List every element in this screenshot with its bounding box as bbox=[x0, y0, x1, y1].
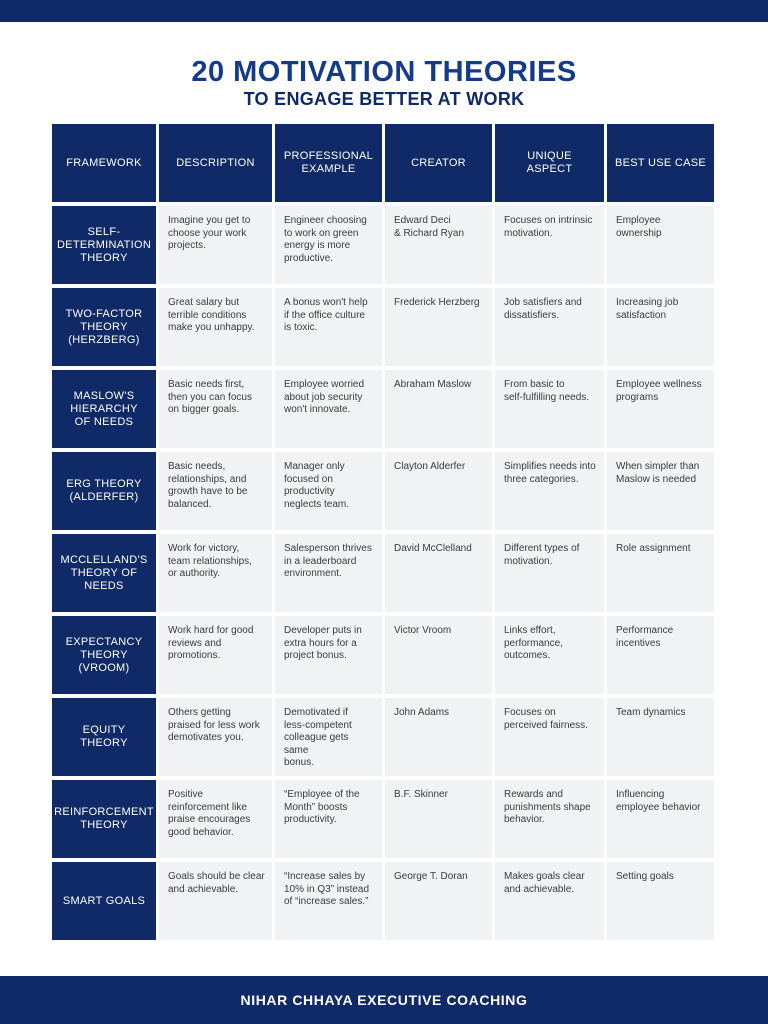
unique-aspect-cell: Links effort, performance, outcomes. bbox=[495, 616, 604, 694]
example-cell: Demotivated if less-competent colleague gets same bonus. bbox=[275, 698, 382, 776]
framework-name-cell: ERG THEORY (ALDERFER) bbox=[52, 452, 156, 530]
unique-aspect-cell: Simplifies needs into three categories. bbox=[495, 452, 604, 530]
description-cell: Positive reinforcement like praise encourages good behavior. bbox=[159, 780, 272, 858]
best-use-case-cell: Employee ownership bbox=[607, 206, 714, 284]
best-use-case-cell: When simpler than Maslow is needed bbox=[607, 452, 714, 530]
header-best-use-case: BEST USE CASE bbox=[607, 124, 714, 202]
unique-aspect-cell: Rewards and punishments shape behavior. bbox=[495, 780, 604, 858]
theory-table bbox=[52, 124, 718, 940]
creator-cell: George T. Doran bbox=[385, 862, 492, 940]
example-cell: A bonus won't help if the office culture is toxic. bbox=[275, 288, 382, 366]
top-banner bbox=[0, 0, 768, 22]
creator-cell: Edward Deci & Richard Ryan bbox=[385, 206, 492, 284]
best-use-case-cell: Influencing employee behavior bbox=[607, 780, 714, 858]
creator-cell: Frederick Herzberg bbox=[385, 288, 492, 366]
unique-aspect-cell: Focuses on intrinsic motivation. bbox=[495, 206, 604, 284]
example-cell: Developer puts in extra hours for a project bonus. bbox=[275, 616, 382, 694]
header-unique-aspect: UNIQUE ASPECT bbox=[495, 124, 604, 202]
creator-cell: B.F. Skinner bbox=[385, 780, 492, 858]
best-use-case-cell: Increasing job satisfaction bbox=[607, 288, 714, 366]
creator-cell: Abraham Maslow bbox=[385, 370, 492, 448]
description-cell: Imagine you get to choose your work projects. bbox=[159, 206, 272, 284]
creator-cell: David McClelland bbox=[385, 534, 492, 612]
description-cell: Work for victory, team relationships, or authority. bbox=[159, 534, 272, 612]
best-use-case-cell: Employee wellness programs bbox=[607, 370, 714, 448]
creator-cell: Clayton Alderfer bbox=[385, 452, 492, 530]
header-example: PROFESSIONAL EXAMPLE bbox=[275, 124, 382, 202]
best-use-case-cell: Setting goals bbox=[607, 862, 714, 940]
example-cell: Engineer choosing to work on green energy is more productive. bbox=[275, 206, 382, 284]
framework-name-cell: EQUITY THEORY bbox=[52, 698, 156, 776]
framework-name-cell: SELF- DETERMINATION THEORY bbox=[52, 206, 156, 284]
framework-name-cell: TWO-FACTOR THEORY (HERZBERG) bbox=[52, 288, 156, 366]
example-cell: “Increase sales by 10% in Q3” instead of “increase sales.” bbox=[275, 862, 382, 940]
unique-aspect-cell: Makes goals clear and achievable. bbox=[495, 862, 604, 940]
description-cell: Basic needs first, then you can focus on bigger goals. bbox=[159, 370, 272, 448]
creator-cell: John Adams bbox=[385, 698, 492, 776]
example-cell: Salesperson thrives in a leaderboard environment. bbox=[275, 534, 382, 612]
best-use-case-cell: Role assignment bbox=[607, 534, 714, 612]
description-cell: Goals should be clear and achievable. bbox=[159, 862, 272, 940]
best-use-case-cell: Performance incentives bbox=[607, 616, 714, 694]
page-title: 20 MOTIVATION THEORIES bbox=[191, 56, 577, 88]
unique-aspect-cell: Focuses on perceived fairness. bbox=[495, 698, 604, 776]
best-use-case-cell: Team dynamics bbox=[607, 698, 714, 776]
footer-text: NIHAR CHHAYA EXECUTIVE COACHING bbox=[240, 992, 528, 1008]
header-description: DESCRIPTION bbox=[159, 124, 272, 202]
framework-name-cell: MCCLELLAND'S THEORY OF NEEDS bbox=[52, 534, 156, 612]
framework-name-cell: MASLOW'S HIERARCHY OF NEEDS bbox=[52, 370, 156, 448]
framework-name-cell: EXPECTANCY THEORY (VROOM) bbox=[52, 616, 156, 694]
creator-cell: Victor Vroom bbox=[385, 616, 492, 694]
description-cell: Great salary but terrible conditions make you unhappy. bbox=[159, 288, 272, 366]
description-cell: Work hard for good reviews and promotions. bbox=[159, 616, 272, 694]
example-cell: Manager only focused on productivity neglects team. bbox=[275, 452, 382, 530]
example-cell: “Employee of the Month” boosts productivity. bbox=[275, 780, 382, 858]
example-cell: Employee worried about job security won't innovate. bbox=[275, 370, 382, 448]
unique-aspect-cell: Different types of motivation. bbox=[495, 534, 604, 612]
description-cell: Others getting praised for less work demotivates you. bbox=[159, 698, 272, 776]
page-subtitle: TO ENGAGE BETTER AT WORK bbox=[243, 89, 525, 109]
footer-banner bbox=[0, 976, 768, 1024]
header-creator: CREATOR bbox=[385, 124, 492, 202]
unique-aspect-cell: From basic to self-fulfilling needs. bbox=[495, 370, 604, 448]
description-cell: Basic needs, relationships, and growth have to be balanced. bbox=[159, 452, 272, 530]
framework-name-cell: SMART GOALS bbox=[52, 862, 156, 940]
unique-aspect-cell: Job satisfiers and dissatisfiers. bbox=[495, 288, 604, 366]
framework-name-cell: REINFORCEMENT THEORY bbox=[52, 780, 156, 858]
header-framework: FRAMEWORK bbox=[52, 124, 156, 202]
